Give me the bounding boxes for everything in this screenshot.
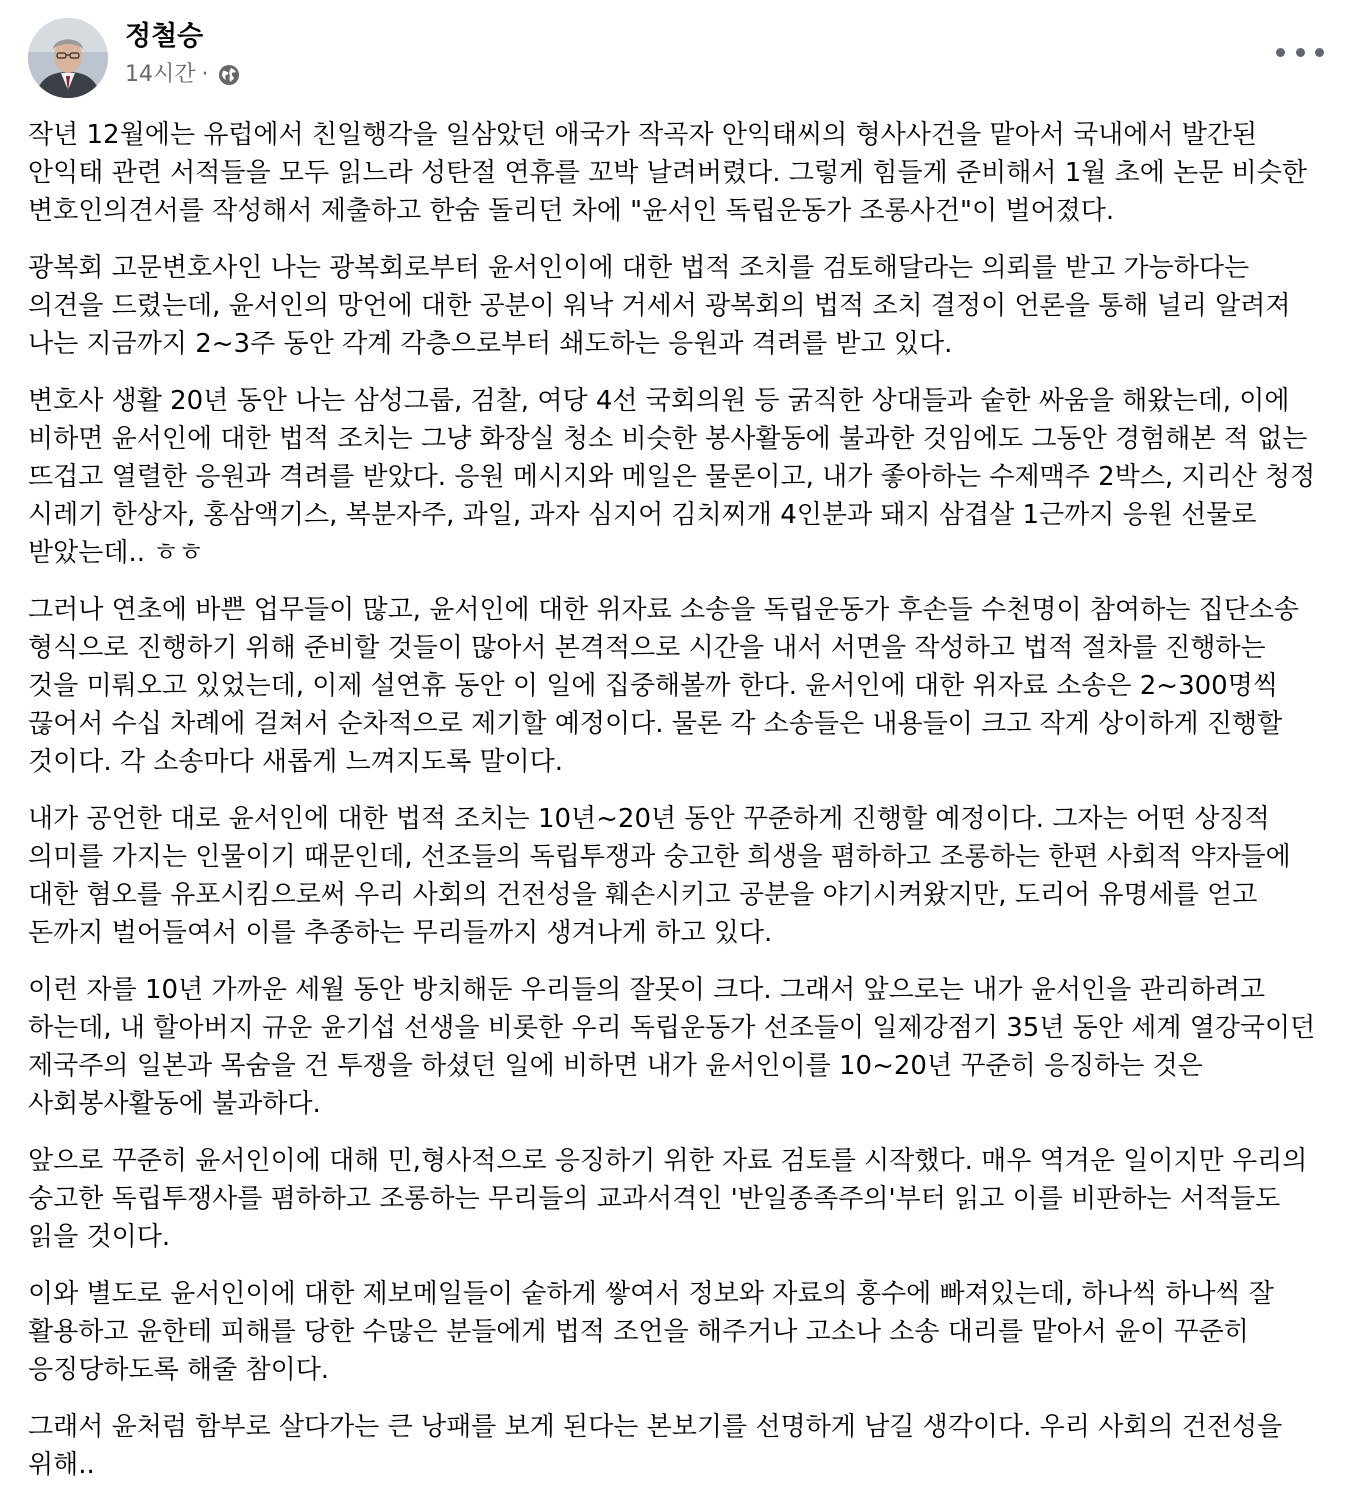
post-meta (125, 60, 241, 90)
profile-photo-icon (28, 18, 108, 98)
more-horizontal-icon (1276, 48, 1285, 57)
post-header (28, 18, 1324, 100)
post-paragraph: 이와 별도로 윤서인이에 대한 제보메일들이 숱하게 쌓여서 정보와 자료의 홍수에 빠져있는데, 하나씩 하나씩 잘 활용하고 윤한테 피해를 당한 수많은 분들에게 법적 조언을 해주거나 고소나 소송 대리를 맡아서 윤이 꾸준히 응징당하도록 해줄 참이다. (28, 1279, 1274, 1385)
more-horizontal-icon (1315, 48, 1324, 57)
meta-separator: · (201, 62, 209, 87)
author-name[interactable]: 정철승 (125, 21, 204, 52)
post-paragraph: 앞으로 꾸준히 윤서인이에 대해 민,형사적으로 응징하기 위한 자료 검토를 시작했다. 매우 역겨운 일이지만 우리의 숭고한 독립투쟁사를 폄하하고 조롱하는 무리들의 교과서격인 '반일종족주의'부터 읽고 이를 비판하는 서적들도 읽을 것이다. (28, 1146, 1308, 1252)
post-paragraph: 그러나 연초에 바쁜 업무들이 많고, 윤서인에 대한 위자료 소송을 독립운동가 후손들 수천명이 참여하는 집단소송 형식으로 진행하기 위해 준비할 것들이 많아서 본격적으로 시간을 내서 서면을 작성하고 법적 절차를 진행하는 것을 미뤄오고 있었는데, 이제 설연휴 동안 이 일에 집중해볼까 한다. 윤서인에 대한 위자료 소송은 2~300명씩 끊어서 수십 차례에 걸쳐서 순차적으로 제기할 예정이다. 물론 각 소송들은 내용들이 크고 작게 상이하게 진행할 것이다. 각 소송마다 새롭게 느껴지도록 말이다. (28, 595, 1300, 777)
post-paragraph: 작년 12월에는 유럽에서 친일행각을 일삼았던 애국가 작곡자 안익태씨의 형사사건을 맡아서 국내에서 발간된 안익태 관련 서적들을 모두 읽느라 성탄절 연휴를 꼬박 날려버렸다. 그렇게 힘들게 준비해서 1월 초에 논문 비슷한 변호인의견서를 작성해서 제출하고 한숨 돌리던 차에 "윤서인 독립운동가 조롱사건"이 벌어졌다. (28, 120, 1307, 226)
post-paragraph: 변호사 생활 20년 동안 나는 삼성그룹, 검찰, 여당 4선 국회의원 등 굵직한 상대들과 숱한 싸움을 해왔는데, 이에 비하면 윤서인에 대한 법적 조치는 그냥 화장실 청소 비슷한 봉사활동에 불과한 것임에도 그동안 경험해본 적 없는 뜨겁고 열렬한 응원과 격려를 받았다. 응원 메시지와 메일은 물론이고, 내가 좋아하는 수제맥주 2박스, 지리산 청정 시레기 한상자, 홍삼액기스, 복분자주, 과일, 과자 심지어 김치찌개 4인분과 돼지 삼겹살 1근까지 응원 선물로 받았는데.. ㅎㅎ (28, 386, 1316, 568)
more-options-button[interactable] (1276, 40, 1324, 64)
post-paragraph: 그래서 윤처럼 함부로 살다가는 큰 낭패를 보게 된다는 본보기를 선명하게 남길 생각이다. 우리 사회의 건전성을 위해.. (28, 1412, 1283, 1480)
post-paragraph: 광복회 고문변호사인 나는 광복회로부터 윤서인이에 대한 법적 조치를 검토해달라는 의뢰를 받고 가능하다는 의견을 드렸는데, 윤서인의 망언에 대한 공분이 워낙 거세서 광복회의 법적 조치 결정이 언론을 통해 널리 알려져 나는 지금까지 2~3주 동안 각계 각층으로부터 쇄도하는 응원과 격려를 받고 있다. (28, 253, 1291, 359)
globe-icon[interactable] (217, 63, 241, 87)
more-horizontal-icon (1296, 48, 1305, 57)
post-paragraph: 내가 공언한 대로 윤서인에 대한 법적 조치는 10년~20년 동안 꾸준하게 진행할 예정이다. 그자는 어떤 상징적 의미를 가지는 인물이기 때문인데, 선조들의 독립투쟁과 숭고한 희생을 폄하하고 조롱하는 한편 사회적 약자들에 대한 혐오를 유포시킴으로써 우리 사회의 건전성을 훼손시키고 공분을 야기시켜왔지만, 도리어 유명세를 얻고 돈까지 벌어들여서 이를 추종하는 무리들까지 생겨나게 하고 있다. (28, 804, 1291, 948)
avatar[interactable] (28, 18, 108, 98)
post-body (28, 116, 1324, 1503)
post-paragraph: 이런 자를 10년 가까운 세월 동안 방치해둔 우리들의 잘못이 크다. 그래서 앞으로는 내가 윤서인을 관리하려고 하는데, 내 할아버지 규운 윤기섭 선생을 비롯한 우리 독립운동가 선조들이 일제강점기 35년 동안 세계 열강국이던 제국주의 일본과 목숨을 건 투쟁을 하셨던 일에 비하면 내가 윤서인이를 10~20년 꾸준히 응징하는 것은 사회봉사활동에 불과하다. (28, 975, 1316, 1119)
author-block (125, 18, 241, 90)
post-time[interactable]: 14시간 (125, 62, 196, 87)
